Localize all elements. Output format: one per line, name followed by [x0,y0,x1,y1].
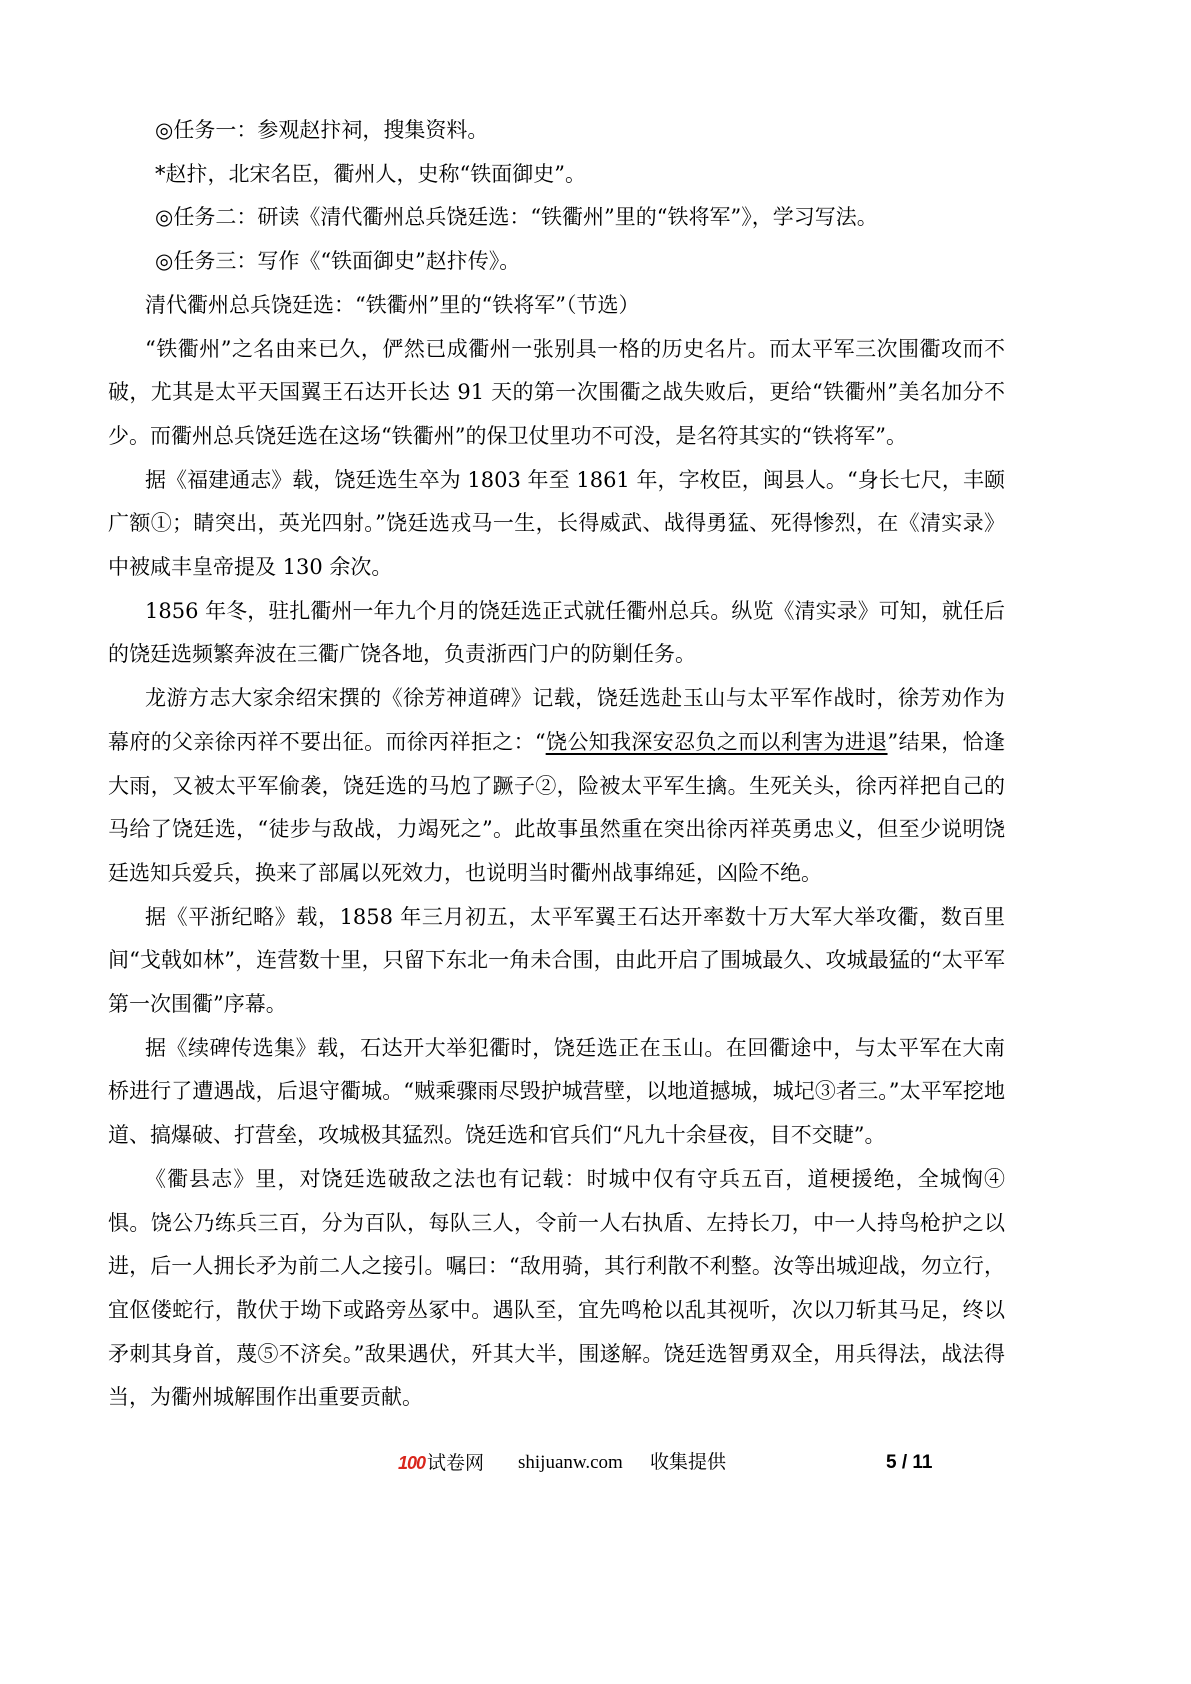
article-title: 清代衢州总兵饶廷选：“铁衢州”里的“铁将军”（节选） [145,292,640,317]
task-line-1: ◎任务一：参观赵抃祠，搜集资料。 [155,118,489,142]
logo-number: 100 [398,1453,426,1473]
page-footer [0,1448,1191,1478]
logo-text: 试卷网 [427,1453,485,1474]
footnote-line: *赵抃，北宋名臣，衢州人，史称“铁面御史”。 [155,161,586,186]
task-line-3: ◎任务三：写作《“铁面御史”赵抃传》。 [155,249,521,274]
task-line-2: ◎任务二：研读《清代衢州总兵饶廷选：“铁衢州”里的“铁将军”》，学习写法。 [155,205,878,230]
site-logo [398,1448,484,1479]
page-number: 5 / 11 [886,1452,933,1473]
article-paragraph: 据《福建通志》载，饶廷选生卒为 1803 年至 1861 年，字枚臣，闽县人。“身长七尺，丰颐广额①；睛突出，英光四射。”饶廷选戎马一生，长得威武、战得勇猛、死得惨烈，在《清实录》中被咸丰皇帝提及 130 余次。 [108,467,1005,580]
paragraph-text: ”结果，恰逢大雨，又被太平军偷袭，饶廷选的马尥了蹶子②，险被太平军生擒。生死关头，徐丙祥把自己的马给了饶廷选，“徒步与敌战，力竭死之”。此故事虽然重在突出徐丙祥英勇忠义，但至少说明饶廷选知兵爱兵，换来了部属以死效力，也说明当时衢州战事绵延，凶险不绝。 [108,729,1005,885]
article-paragraph: 据《续碑传选集》载，石达开大举犯衢时，饶廷选正在玉山。在回衢途中，与太平军在大南桥进行了遭遇战，后退守衢城。“贼乘骤雨尽毁护城营壁，以地道撼城，城圮③者三。”太平军挖地道、搞爆破、打营垒，攻城极其猛烈。饶廷选和官兵们“凡九十余昼夜，目不交睫”。 [108,1035,1005,1148]
page-content [108,109,1005,1420]
article-paragraph [108,677,1005,896]
article-paragraph: 据《平浙纪略》载，1858 年三月初五，太平军翼王石达开率数十万大军大举攻衢，数百里间“戈戟如林”，连营数十里，只留下东北一角未合围，由此开启了围城最久、攻城最猛的“太平军第一次围衢”序幕。 [108,904,1005,1017]
article-paragraph: 《衢县志》里，对饶廷选破敌之法也有记载：时城中仅有守兵五百，道梗援绝，全城恟④惧。饶公乃练兵三百，分为百队，每队三人，令前一人右执盾、左持长刀，中一人持鸟枪护之以进，后一人拥长矛为前二人之接引。嘱曰：“敌用骑，其行利散不利整。汝等出城迎战，勿立行，宜伛偻蛇行，散伏于坳下或路旁丛冢中。遇队至，宜先鸣枪以乱其视听，次以刀斩其马足，终以矛刺其身首，蔑⑤不济矣。”敌果遇伏，歼其大半，围遂解。饶廷选智勇双全，用兵得法，战法得当，为衢州城解围作出重要贡献。 [108,1166,1005,1410]
article-paragraph: “铁衢州”之名由来已久，俨然已成衢州一张别具一格的历史名片。而太平军三次围衢攻而不破，尤其是太平天国翼王石达开长达 91 天的第一次围衢之战失败后，更给“铁衢州”美名加分不少。而衢州总兵饶廷选在这场“铁衢州”的保卫仗里功不可没，是名符其实的“铁将军”。 [108,336,1005,448]
article-paragraph: 1856 年冬，驻扎衢州一年九个月的饶廷选正式就任衢州总兵。纵览《清实录》可知，就任后的饶廷选频繁奔波在三衢广饶各地，负责浙西门户的防剿任务。 [108,598,1005,667]
site-domain: shijuanw.com [518,1452,623,1473]
paragraph-text: 龙游方志大家余绍宋撰的《徐芳神道碑》记载，饶廷选赴玉山与太平军作战时，徐芳劝作为幕府的父亲徐丙祥不要出征。而徐丙祥拒之：“ [108,686,1005,754]
credit-text: 收集提供 [650,1452,727,1473]
underlined-quote: 饶公知我深安忍负之而以利害为进退 [545,729,888,754]
